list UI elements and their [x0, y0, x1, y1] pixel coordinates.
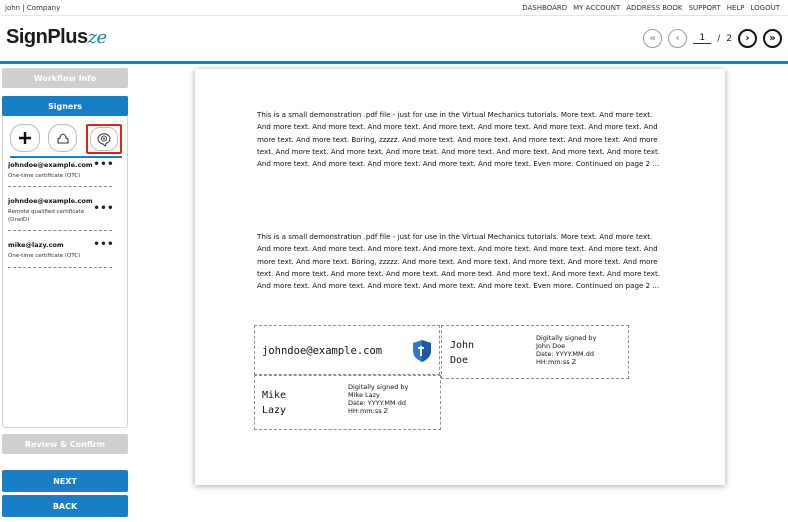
nav-logout[interactable]: LOGOUT	[750, 4, 780, 12]
signature-field-placeholder[interactable]	[254, 325, 440, 375]
shield-icon	[411, 339, 433, 363]
add-icon	[18, 131, 32, 145]
stamp-icon	[55, 130, 71, 146]
header	[0, 16, 788, 64]
review-confirm-button[interactable]: Review & Confirm	[2, 434, 128, 454]
signature-detail-line: HH:mm:ss Z	[536, 358, 577, 366]
user-company-label: john | Company	[5, 4, 61, 12]
signer-name	[262, 388, 286, 418]
last-page-button[interactable]	[763, 29, 782, 48]
double-chevron-right-icon: »	[769, 32, 776, 44]
signature-detail-line: Digitally signed by	[536, 334, 597, 342]
signer-certificate: One-time certificate (OTC)	[8, 173, 81, 179]
document-page	[195, 69, 725, 485]
divider	[8, 186, 112, 187]
signature-field-mike-lazy[interactable]	[254, 375, 441, 430]
signature-field-john-doe[interactable]	[441, 325, 629, 379]
page-navigator	[643, 29, 782, 48]
nav-help[interactable]: HELP	[726, 4, 745, 12]
signplus-logo	[6, 26, 107, 49]
signers-header[interactable]: Signers	[2, 96, 128, 116]
signature-field-email: johndoe@example.com	[262, 345, 383, 357]
seal-icon	[96, 131, 112, 147]
signer-name	[450, 338, 474, 368]
more-options-icon[interactable]: •••	[93, 239, 114, 250]
signature-detail-line: Date: YYYY.MM.dd	[536, 350, 594, 358]
logo-text: SignPlus	[6, 26, 88, 48]
signature-detail-line: HH:mm:ss Z	[348, 407, 389, 415]
workflow-info-button[interactable]: Workflow Info	[2, 68, 128, 88]
nav-my-account[interactable]: MY ACCOUNT	[573, 4, 621, 12]
previous-page-button[interactable]	[668, 29, 687, 48]
back-button[interactable]: BACK	[2, 495, 128, 517]
signer-last-name: Doe	[450, 355, 469, 366]
nav-dashboard[interactable]: DASHBOARD	[522, 4, 568, 12]
signer-item[interactable]	[8, 161, 114, 180]
seal-tool-button[interactable]	[86, 124, 122, 154]
top-navigation	[522, 4, 780, 12]
signer-email: johndoe@example.com	[8, 197, 93, 205]
tool-underline	[10, 156, 122, 158]
seal-tool-inner	[90, 127, 118, 151]
signature-detail-line: Digitally signed by	[348, 383, 409, 391]
chevron-right-icon: ›	[745, 32, 750, 44]
signer-email: mike@lazy.com	[8, 241, 64, 249]
divider	[8, 267, 112, 268]
page-separator: /	[717, 33, 721, 44]
signer-tool-row	[10, 124, 122, 154]
double-chevron-left-icon: «	[649, 32, 656, 44]
signer-first-name: John	[450, 340, 475, 351]
signer-last-name: Lazy	[262, 405, 287, 416]
chevron-left-icon: ‹	[675, 32, 680, 44]
total-pages: 2	[726, 33, 732, 44]
signer-email: johndoe@example.com	[8, 161, 93, 169]
next-button[interactable]: NEXT	[2, 470, 128, 492]
top-bar	[0, 0, 788, 16]
divider	[8, 230, 112, 231]
sidebar	[2, 68, 129, 88]
current-page-input[interactable]	[693, 33, 711, 44]
signature-details	[536, 334, 596, 366]
nav-support[interactable]: SUPPORT	[688, 4, 721, 12]
more-options-icon[interactable]: •••	[93, 159, 114, 170]
document-paragraph: This is a small demonstration .pdf file - just for use in the Virtual Mechanics tutorials. More text. And more text. And more text. And more text. And more text. And more text. And more text. And more text. And more text. And more text. And more text. Boring, zzzzz. And more text. And more text. And more text. And more text. And more text. And more text. And more text. And more text. And more text. And more text. And more text. And more text. And more text. And more text. And more text. And more text. And more text. Even more. Continued on page 2 ...	[257, 110, 660, 169]
signer-certificate: One-time certificate (OTC)	[8, 253, 81, 259]
logo-script: ze	[87, 27, 107, 48]
more-options-icon[interactable]: •••	[93, 203, 114, 214]
first-page-button[interactable]	[643, 29, 662, 48]
next-page-button[interactable]	[738, 29, 757, 48]
signer-item[interactable]	[8, 241, 114, 260]
signer-first-name: Mike	[262, 390, 287, 401]
add-signer-button[interactable]	[10, 124, 40, 152]
signature-details	[348, 383, 408, 415]
signature-detail-line: John Doe	[536, 342, 566, 350]
signature-detail-line: Date: YYYY.MM.dd	[348, 399, 406, 407]
signer-item[interactable]	[8, 197, 114, 224]
signature-detail-line: Mike Lazy	[348, 391, 380, 399]
stamp-tool-button[interactable]	[48, 124, 78, 152]
signer-certificate: Remote qualified certificate (OneID)	[8, 209, 85, 223]
nav-address-book[interactable]: ADDRESS BOOK	[626, 4, 683, 12]
document-paragraph: This is a small demonstration .pdf file - just for use in the Virtual Mechanics tutorials. More text. And more text. And more text. And more text. And more text. And more text. And more text. And more text. And more text. And more text. And more text. Boring, zzzzz. And more text. And more text. And more text. And more text. And more text. And more text. And more text. And more text. And more text. And more text. And more text. And more text. And more text. And more text. And more text. And more text. And more text. Even more. Continued on page 2 ...	[257, 232, 660, 291]
